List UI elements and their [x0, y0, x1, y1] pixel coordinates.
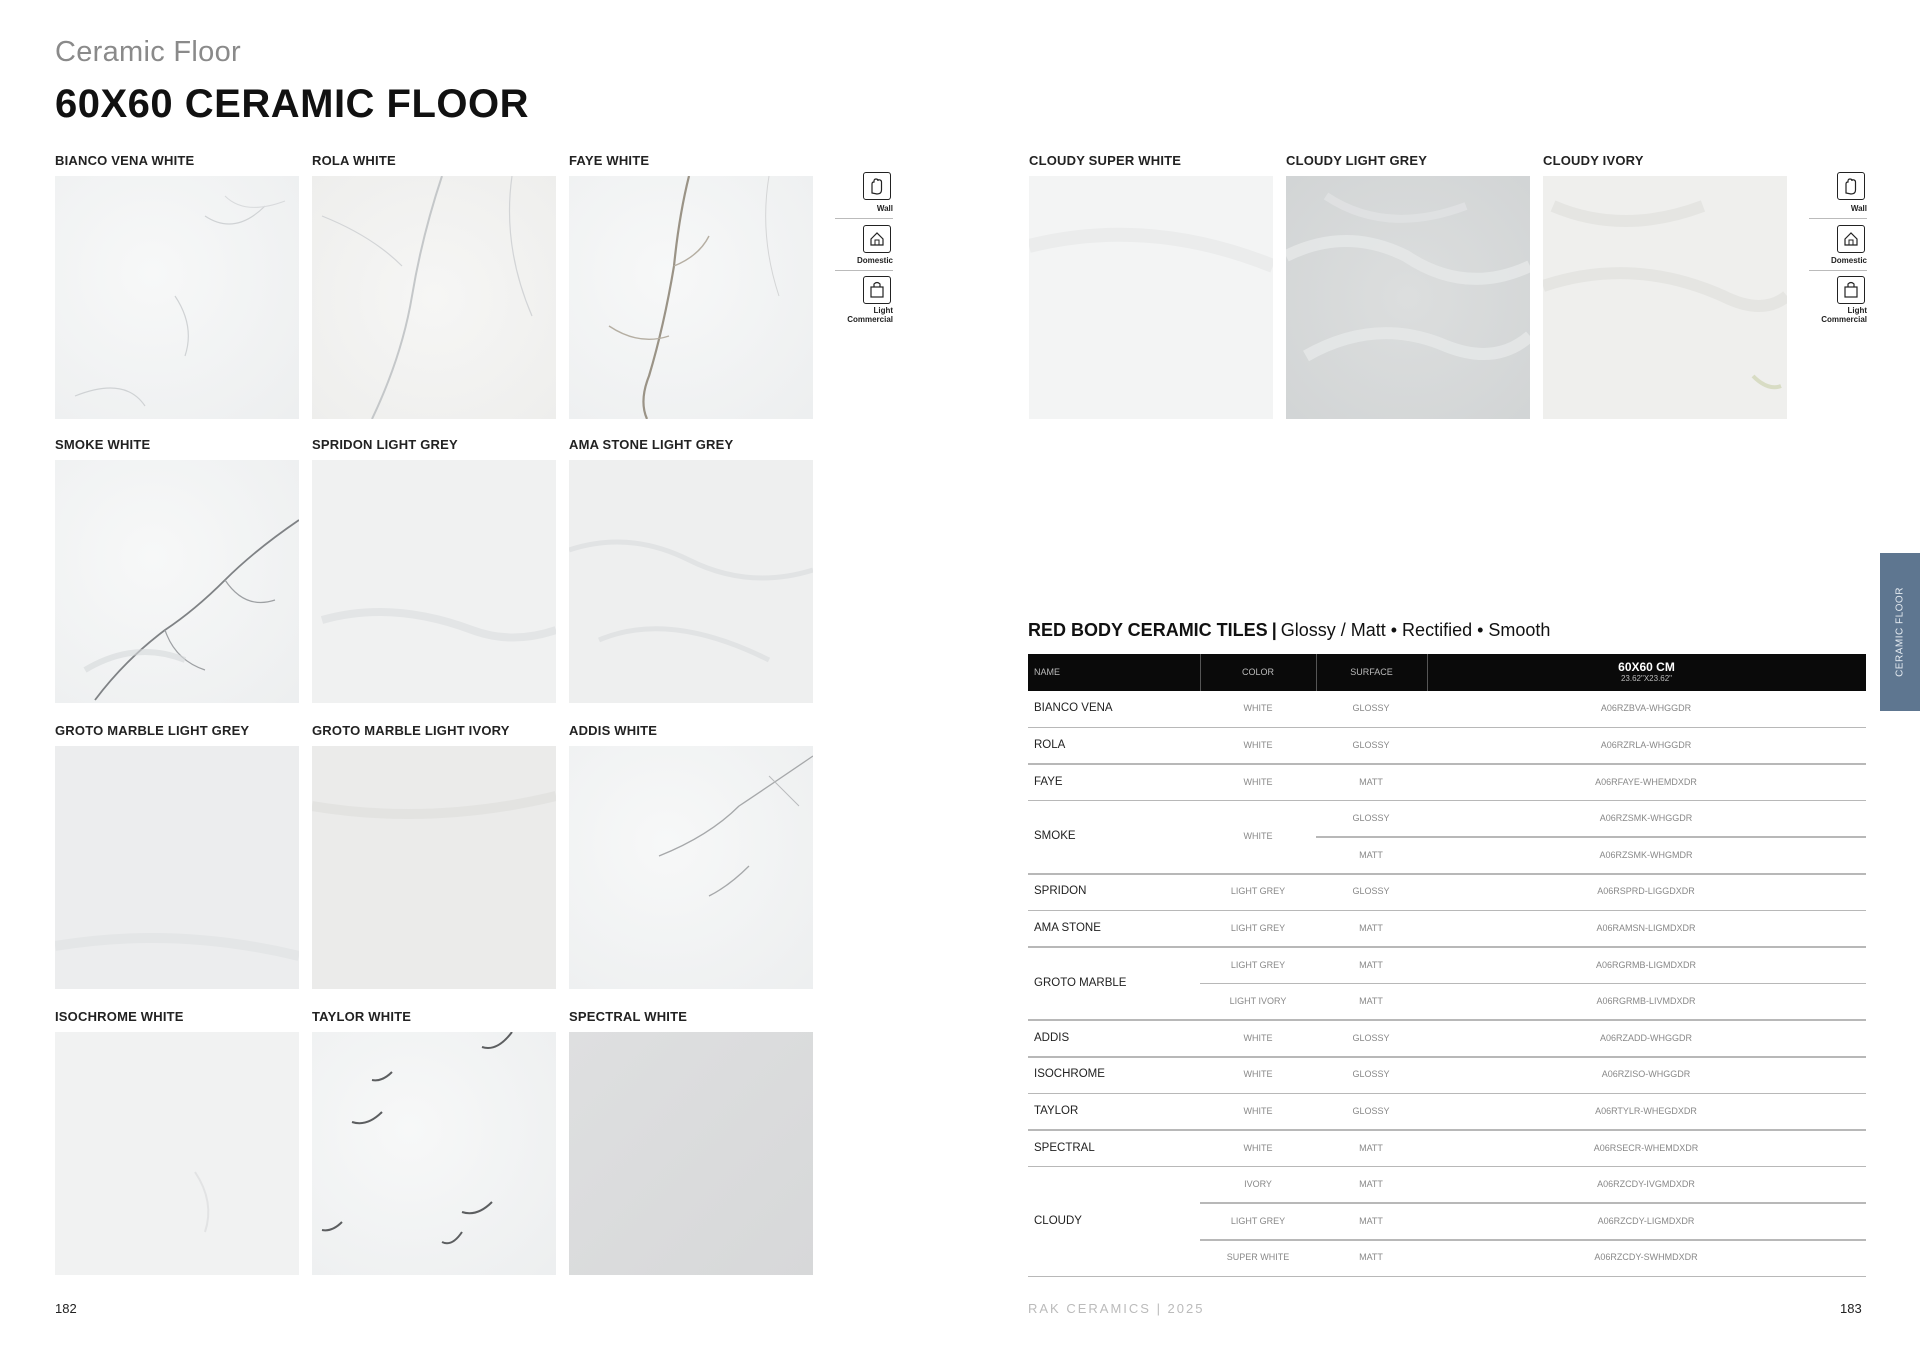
row-code: A06RZBVA-WHGGDR: [1600, 703, 1692, 714]
row-surface: GLOSSY: [1352, 813, 1390, 824]
row-code: A06RZRLA-WHGGDR: [1600, 739, 1692, 750]
icon-caption: Domestic: [856, 256, 893, 265]
row-code: A06RSECR-WHEMDXDR: [1593, 1142, 1699, 1153]
row-color: SUPER WHITE: [1226, 1252, 1290, 1263]
tile-label: GROTO MARBLE LIGHT IVORY: [312, 723, 510, 738]
row-divider: [1028, 946, 1866, 948]
row-color: IVORY: [1244, 1179, 1272, 1190]
icon-caption: Wall: [876, 204, 893, 213]
row-surface: MATT: [1359, 776, 1383, 787]
tile-swatch-faye-white: [569, 176, 813, 419]
tile-swatch-rola-white: [312, 176, 556, 419]
row-name: ADDIS: [1034, 1031, 1070, 1044]
row-surface: GLOSSY: [1352, 739, 1390, 750]
row-name: ISOCHROME: [1034, 1068, 1105, 1081]
row-color: LIGHT IVORY: [1229, 996, 1287, 1007]
row-name: SMOKE: [1034, 830, 1076, 843]
row-surface: MATT: [1359, 959, 1383, 970]
row-color: WHITE: [1243, 1105, 1273, 1116]
row-code: A06RGRMB-LIVMDXDR: [1596, 996, 1696, 1007]
row-color: LIGHT GREY: [1230, 1215, 1286, 1226]
row-code: A06RZISO-WHGGDR: [1601, 1069, 1691, 1080]
tile-label: AMA STONE LIGHT GREY: [569, 437, 734, 452]
section-kicker: Ceramic Floor: [55, 36, 241, 68]
row-surface: MATT: [1359, 996, 1383, 1007]
tile-label: CLOUDY IVORY: [1543, 153, 1644, 168]
row-color: WHITE: [1243, 831, 1273, 842]
row-surface: MATT: [1359, 1252, 1383, 1263]
row-name: SPRIDON: [1034, 885, 1087, 898]
row-surface: GLOSSY: [1352, 703, 1390, 714]
row-code: A06RZCDY-IVGMDXDR: [1597, 1179, 1695, 1190]
row-code: A06RGRMB-LIGMDXDR: [1595, 959, 1696, 970]
tile-swatch-bianco-vena-white: [55, 176, 299, 419]
row-surface: MATT: [1359, 1179, 1383, 1190]
tile-swatch-spectral-white: [569, 1032, 813, 1275]
row-name: TAYLOR: [1034, 1104, 1079, 1117]
tile-swatch-addis-white: [569, 746, 813, 989]
icon-caption: Wall: [1850, 204, 1867, 213]
row-divider: [1028, 1056, 1866, 1058]
icon-divider: [1809, 270, 1867, 271]
shopping-bag-icon: [1837, 276, 1865, 304]
row-name: BIANCO VENA: [1034, 702, 1113, 715]
row-divider: [1200, 1202, 1866, 1204]
row-name: ROLA: [1034, 738, 1066, 751]
tile-label: BIANCO VENA WHITE: [55, 153, 195, 168]
header-name: NAME: [1034, 667, 1061, 677]
row-code: A06RZSMK-WHGMDR: [1599, 849, 1693, 860]
header-color: COLOR: [1241, 667, 1274, 677]
row-color: WHITE: [1243, 1069, 1273, 1080]
tile-swatch-cloudy-super-white: [1029, 176, 1273, 419]
row-divider: [1028, 1129, 1866, 1131]
usage-icons-right: [1807, 172, 1867, 332]
shopping-bag-icon: [863, 276, 891, 304]
tile-swatch-spridon-light-grey: [312, 460, 556, 703]
row-surface: GLOSSY: [1352, 1032, 1390, 1043]
row-divider: [1316, 836, 1866, 838]
row-divider: [1028, 1019, 1866, 1021]
row-name: GROTO MARBLE: [1034, 976, 1127, 989]
tile-swatch-smoke-white: [55, 460, 299, 703]
row-surface: MATT: [1359, 1215, 1383, 1226]
row-surface: MATT: [1359, 922, 1383, 933]
tile-swatch-isochrome-white: [55, 1032, 299, 1275]
page-number-right: 183: [1840, 1301, 1862, 1316]
page-number-left: 182: [55, 1301, 77, 1316]
row-divider: [1028, 763, 1866, 765]
page-title: 60X60 CERAMIC FLOOR: [55, 82, 530, 126]
tile-label: SPECTRAL WHITE: [569, 1009, 688, 1024]
tile-swatch-groto-marble-light-grey: [55, 746, 299, 989]
row-color: WHITE: [1243, 1032, 1273, 1043]
icon-divider: [835, 270, 893, 271]
tile-label: SPRIDON LIGHT GREY: [312, 437, 458, 452]
hand-icon: [1837, 172, 1865, 200]
row-surface: GLOSSY: [1352, 1105, 1390, 1116]
row-code: A06RTYLR-WHEGDXDR: [1595, 1105, 1697, 1116]
row-divider: [1200, 983, 1866, 985]
tile-label: ADDIS WHITE: [569, 723, 658, 738]
row-name: CLOUDY: [1034, 1214, 1082, 1227]
row-code: A06RSPRD-LIGGDXDR: [1597, 886, 1695, 897]
footer-brand: RAK CERAMICS | 2025: [1028, 1301, 1205, 1316]
row-divider: [1028, 1276, 1866, 1278]
icon-divider: [835, 218, 893, 219]
row-code: A06RZCDY-LIGMDXDR: [1597, 1215, 1695, 1226]
icon-divider: [1809, 218, 1867, 219]
tile-label: CLOUDY SUPER WHITE: [1029, 153, 1182, 168]
house-icon: [863, 225, 891, 253]
row-divider: [1028, 1093, 1866, 1095]
row-divider: [1028, 1166, 1866, 1168]
row-divider: [1200, 1239, 1866, 1241]
row-divider: [1028, 800, 1866, 802]
row-color: LIGHT GREY: [1230, 886, 1286, 897]
icon-caption: Light Commercial: [1821, 306, 1867, 324]
section-side-tab[interactable]: CERAMIC FLOOR: [1880, 553, 1920, 711]
row-name: SPECTRAL: [1034, 1141, 1095, 1154]
row-code: A06RZSMK-WHGGDR: [1599, 813, 1693, 824]
row-code: A06RZCDY-SWHMDXDR: [1594, 1252, 1698, 1263]
icon-caption: Light Commercial: [847, 306, 893, 324]
header-size: 60X60 CM 23.62"X23.62": [1618, 660, 1675, 683]
house-icon: [1837, 225, 1865, 253]
hand-icon: [863, 172, 891, 200]
row-code: A06RFAYE-WHEMDXDR: [1595, 776, 1697, 787]
usage-icons-left: [833, 172, 893, 332]
row-color: LIGHT GREY: [1230, 922, 1286, 933]
tile-swatch-groto-marble-light-ivory: [312, 746, 556, 989]
row-surface: GLOSSY: [1352, 886, 1390, 897]
tile-swatch-ama-stone-light-grey: [569, 460, 813, 703]
row-name: AMA STONE: [1034, 921, 1101, 934]
tile-label: TAYLOR WHITE: [312, 1009, 412, 1024]
tile-label: GROTO MARBLE LIGHT GREY: [55, 723, 250, 738]
tile-label: SMOKE WHITE: [55, 437, 151, 452]
row-color: WHITE: [1243, 1142, 1273, 1153]
row-color: WHITE: [1243, 739, 1273, 750]
row-divider: [1028, 873, 1866, 875]
table-header: [1028, 654, 1866, 691]
tile-swatch-cloudy-light-grey: [1286, 176, 1530, 419]
row-name: FAYE: [1034, 775, 1063, 788]
tile-swatch-taylor-white: [312, 1032, 556, 1275]
row-surface: MATT: [1359, 849, 1383, 860]
row-divider: [1028, 727, 1866, 729]
icon-caption: Domestic: [1830, 256, 1867, 265]
row-surface: GLOSSY: [1352, 1069, 1390, 1080]
row-divider: [1028, 910, 1866, 912]
row-color: WHITE: [1243, 776, 1273, 787]
tile-label: FAYE WHITE: [569, 153, 650, 168]
row-color: LIGHT GREY: [1230, 959, 1286, 970]
row-color: WHITE: [1243, 703, 1273, 714]
table-title: RED BODY CERAMIC TILES | Glossy / Matt • Rectified • Smooth: [1028, 620, 1551, 640]
row-code: A06RAMSN-LIGMDXDR: [1596, 922, 1696, 933]
tile-label: ROLA WHITE: [312, 153, 396, 168]
header-surface: SURFACE: [1350, 667, 1393, 677]
tile-label: CLOUDY LIGHT GREY: [1286, 153, 1428, 168]
row-code: A06RZADD-WHGGDR: [1599, 1032, 1692, 1043]
tile-label: ISOCHROME WHITE: [55, 1009, 184, 1024]
tile-swatch-cloudy-ivory: [1543, 176, 1787, 419]
row-surface: MATT: [1359, 1142, 1383, 1153]
